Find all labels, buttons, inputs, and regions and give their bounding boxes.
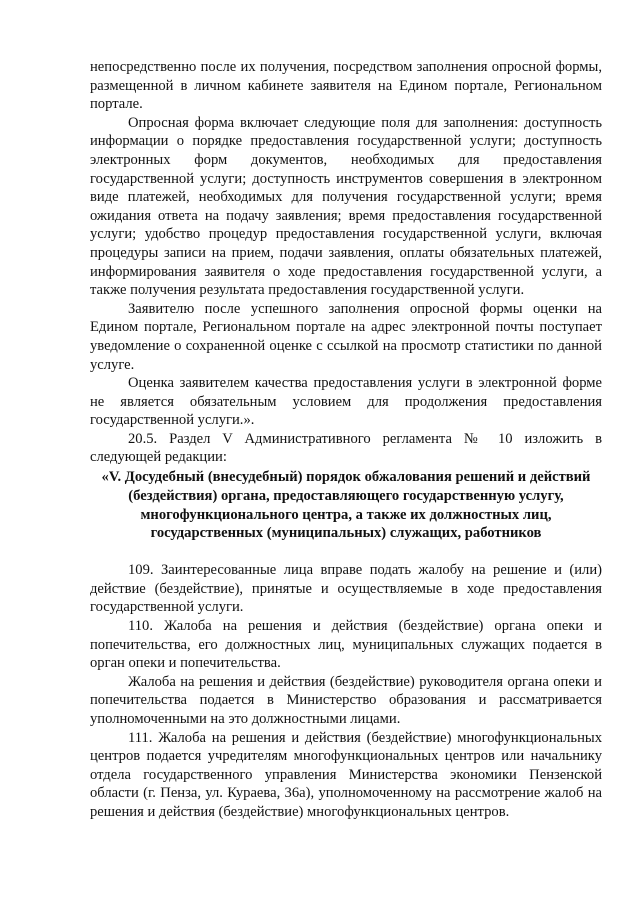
paragraph-110: 110. Жалоба на решения и действия (бездействие) органа опеки и попечительства, его должностных лиц, муниципальных служащих подается в орган опеки и попечительства. — [90, 618, 602, 672]
paragraph-111: 111. Жалоба на решения и действия (бездействие) многофункциональных центров подается учредителям многофункциональных центров или начальнику отдела государственного управления Министерства экономики Пензенской области (г. Пенза, ул. Кураева, 36а), уполномоченному на рассмотрение жалоб на решения и действия (бездействие) многофункциональных центров. — [90, 729, 602, 820]
section-spacer — [90, 543, 602, 561]
paragraph-109: 109. Заинтересованные лица вправе подать жалобу на решение и (или) действие (бездействие), принятые и осуществляемые в ходе предоставления государственной услуги. — [90, 562, 602, 616]
paragraph-assessment-optional: Оценка заявителем качества предоставления услуги в электронной форме не является обязательным условием для продолжения предоставления государственной услуги.». — [90, 375, 602, 429]
paragraph-amendment-20-5: 20.5. Раздел V Административного регламента № 10 изложить в следующей редакции: — [90, 430, 602, 466]
document-page — [90, 58, 602, 822]
section-heading: «V. Досудебный (внесудебный) порядок обжалования решений и действий (бездействия) органа, предоставляющего государственную услугу, многофункционального центра, а также их должностных лиц, государственных (муниципальных) служащих, работников — [101, 469, 591, 542]
paragraph-110-supervisor: Жалоба на решения и действия (бездействие) руководителя органа опеки и попечительства подается в Министерство образования и рассматривается уполномоченными на это должностными лицами. — [90, 673, 602, 727]
paragraph-email-notification: Заявителю после успешного заполнения опросной формы оценки на Едином портале, Региональном портале на адрес электронной почты поступает уведомление о сохраненной оценке с ссылкой на просмотр статистики по данной услуге. — [90, 300, 602, 373]
paragraph-continuation: непосредственно после их получения, посредством заполнения опросной формы, размещенной в личном кабинете заявителя на Едином портале, Региональном портале. — [90, 59, 602, 113]
paragraph-survey-form-fields: Опросная форма включает следующие поля для заполнения: доступность информации о порядке предоставления государственной услуги; доступность электронных форм документов, необходимых для предоставления государственной услуги; доступность инструментов совершения в электронном виде платежей, необходимых для получения государственной услуги; время ожидания ответа на подачу заявления; время предоставления государственной услуги; удобство процедур предоставления государственной услуги, включая процедуры записи на прием, подачи заявления, оплаты обязательных платежей, информирования заявителя о ходе предоставления государственной услуги, а также получения результата предоставления государственной услуги. — [90, 114, 602, 299]
